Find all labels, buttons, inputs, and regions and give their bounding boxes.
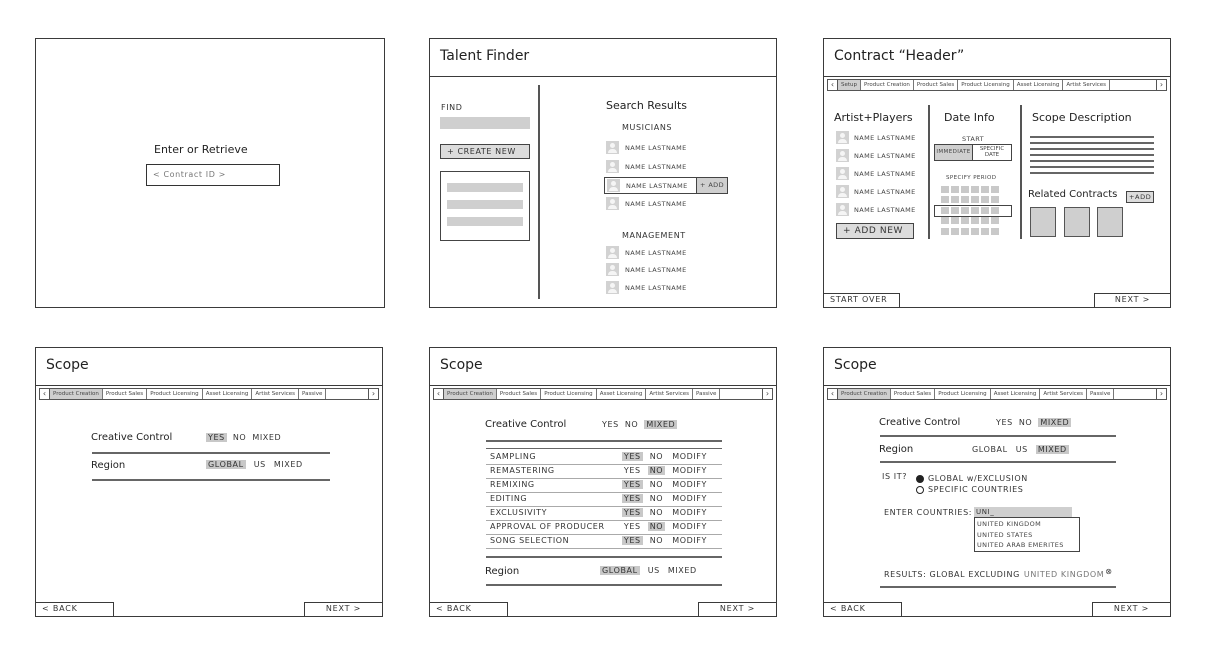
row-divider bbox=[486, 548, 722, 549]
panel-talent-finder bbox=[429, 38, 777, 308]
tab-passive[interactable]: Passive bbox=[693, 389, 720, 399]
option-yes[interactable]: YES bbox=[602, 420, 619, 429]
row-label: EDITING bbox=[490, 494, 528, 503]
musicians-label: MUSICIANS bbox=[622, 123, 673, 132]
management-label: MANAGEMENT bbox=[622, 231, 686, 240]
text-line bbox=[1030, 142, 1154, 144]
divider bbox=[880, 586, 1116, 588]
panel-scope-simple bbox=[35, 347, 383, 617]
chevron-right-icon[interactable]: › bbox=[368, 389, 378, 399]
country-suggestions bbox=[974, 517, 1080, 552]
option-yes[interactable]: YES bbox=[623, 522, 641, 531]
tab-artist-services[interactable]: Artist Services bbox=[252, 389, 299, 399]
page-title: Scope bbox=[824, 348, 1170, 386]
tab-product-licensing[interactable]: Product Licensing bbox=[147, 389, 203, 399]
option-mixed[interactable]: MIXED bbox=[1037, 445, 1067, 454]
chevron-left-icon[interactable]: ‹ bbox=[40, 389, 50, 399]
region-options bbox=[206, 460, 303, 469]
suggestion-item[interactable]: UNITED ARAB EMERITES bbox=[977, 541, 1064, 549]
tab-passive[interactable]: Passive bbox=[299, 389, 326, 399]
row-label: REMIXING bbox=[490, 480, 535, 489]
option-mixed[interactable]: MIXED bbox=[1040, 418, 1070, 427]
avatar bbox=[836, 131, 849, 144]
tab-bar bbox=[827, 79, 1167, 91]
tab-product-licensing[interactable]: Product Licensing bbox=[935, 389, 991, 399]
dropdown-item[interactable] bbox=[447, 183, 523, 192]
divider bbox=[92, 452, 330, 454]
divider bbox=[538, 85, 540, 299]
radio-checked-icon bbox=[916, 475, 924, 483]
option-no[interactable]: NO bbox=[649, 494, 664, 503]
next-button[interactable]: NEXT > bbox=[1092, 602, 1170, 616]
divider bbox=[880, 435, 1116, 437]
row-divider bbox=[486, 520, 722, 521]
create-new-dropdown bbox=[440, 171, 530, 241]
create-new-button[interactable]: + CREATE NEW bbox=[440, 144, 530, 159]
related-add-button[interactable]: +ADD bbox=[1126, 191, 1154, 203]
contract-id-input[interactable]: < Contract ID > bbox=[146, 164, 280, 186]
row-divider bbox=[486, 478, 722, 479]
text-line bbox=[1030, 136, 1154, 138]
find-label: FIND bbox=[441, 103, 463, 112]
avatar bbox=[607, 179, 620, 192]
row-label: SAMPLING bbox=[490, 452, 537, 461]
region-options bbox=[600, 566, 697, 575]
related-contracts-title: Related Contracts bbox=[1028, 189, 1118, 200]
option-no[interactable]: NO bbox=[649, 452, 664, 461]
avatar bbox=[836, 167, 849, 180]
related-contract-thumb[interactable] bbox=[1064, 207, 1090, 237]
divider bbox=[92, 479, 330, 481]
search-results-title: Search Results bbox=[606, 99, 688, 112]
tab-product-sales[interactable]: Product Sales bbox=[103, 389, 147, 399]
tab-bar bbox=[827, 388, 1167, 400]
row-divider bbox=[486, 464, 722, 465]
next-button[interactable]: NEXT > bbox=[1094, 293, 1170, 307]
avatar bbox=[606, 246, 619, 259]
radio-unchecked-icon bbox=[916, 486, 924, 494]
avatar bbox=[606, 197, 619, 210]
row-label: APPROVAL OF PRODUCER bbox=[490, 522, 605, 531]
option-yes[interactable]: YES bbox=[623, 466, 641, 475]
avatar bbox=[606, 281, 619, 294]
option-no[interactable]: NO bbox=[624, 420, 639, 429]
next-button[interactable]: NEXT > bbox=[304, 602, 382, 616]
option-no[interactable]: NO bbox=[1018, 418, 1033, 427]
text-line bbox=[1030, 160, 1154, 162]
related-contract-thumb[interactable] bbox=[1097, 207, 1123, 237]
row-divider bbox=[486, 534, 722, 535]
option-modify[interactable]: MODIFY bbox=[672, 494, 707, 503]
table-row bbox=[490, 480, 714, 489]
row-divider bbox=[486, 492, 722, 493]
chevron-left-icon[interactable]: ‹ bbox=[828, 80, 838, 90]
option-mixed[interactable]: MIXED bbox=[273, 460, 303, 469]
remove-icon[interactable]: ⊗ bbox=[1105, 567, 1113, 576]
panel-scope-mixed bbox=[429, 347, 777, 617]
tab-asset-licensing[interactable]: Asset Licensing bbox=[1014, 80, 1064, 90]
text-line bbox=[1030, 148, 1154, 150]
panel-enter-retrieve bbox=[35, 38, 385, 308]
add-button[interactable]: + ADD bbox=[696, 178, 727, 193]
option-global[interactable]: GLOBAL bbox=[602, 566, 638, 575]
list-item-hover[interactable]: NAME LASTNAME + ADD bbox=[604, 177, 728, 194]
dropdown-item[interactable] bbox=[447, 217, 523, 226]
add-new-button[interactable]: + ADD NEW bbox=[836, 223, 914, 239]
divider bbox=[486, 448, 722, 449]
page-title: Scope bbox=[430, 348, 776, 386]
region-label: Region bbox=[879, 444, 914, 455]
row-label: EXCLUSIVITY bbox=[490, 508, 548, 517]
results-summary: RESULTS: GLOBAL EXCLUDING UNITED KINGDOM ⊗ bbox=[884, 567, 1113, 579]
tab-product-licensing[interactable]: Product Licensing bbox=[958, 80, 1014, 90]
artists-title: Artist+Players bbox=[834, 111, 913, 124]
option-mixed[interactable]: MIXED bbox=[252, 433, 282, 442]
creative-control-label: Creative Control bbox=[879, 417, 961, 428]
divider bbox=[486, 440, 722, 442]
region-options bbox=[972, 445, 1069, 454]
option-yes[interactable]: YES bbox=[208, 433, 225, 442]
option-us[interactable]: US bbox=[253, 460, 266, 469]
tab-product-sales[interactable]: Product Sales bbox=[914, 80, 958, 90]
list-item[interactable]: NAME LASTNAME bbox=[836, 185, 916, 198]
enter-countries-label: ENTER COUNTRIES: bbox=[884, 508, 973, 517]
table-row bbox=[490, 508, 714, 517]
table-row bbox=[490, 536, 714, 545]
page-title: Contract “Header” bbox=[824, 39, 1170, 77]
option-no[interactable]: NO bbox=[649, 522, 664, 531]
tab-artist-services[interactable]: Artist Services bbox=[1040, 389, 1087, 399]
page-title: Talent Finder bbox=[430, 39, 776, 77]
list-item[interactable]: NAME LASTNAME bbox=[606, 246, 687, 259]
tab-bar bbox=[433, 388, 773, 400]
back-button[interactable]: < BACK bbox=[36, 602, 114, 616]
tab-passive[interactable]: Passive bbox=[1087, 389, 1114, 399]
divider bbox=[1020, 105, 1022, 239]
list-item[interactable]: NAME LASTNAME bbox=[836, 167, 916, 180]
list-item[interactable]: NAME LASTNAME bbox=[606, 281, 687, 294]
creative-control-label: Creative Control bbox=[91, 432, 173, 443]
back-button[interactable]: < BACK bbox=[430, 602, 508, 616]
option-us[interactable]: US bbox=[647, 566, 660, 575]
tab-product-licensing[interactable]: Product Licensing bbox=[541, 389, 597, 399]
tab-asset-licensing[interactable]: Asset Licensing bbox=[597, 389, 647, 399]
row-divider bbox=[486, 506, 722, 507]
specific-date-option[interactable]: SPECIFIC DATE bbox=[979, 146, 1005, 158]
text-line bbox=[1030, 172, 1154, 174]
option-modify[interactable]: MODIFY bbox=[672, 522, 707, 531]
suggestion-item[interactable]: UNITED STATES bbox=[977, 530, 1033, 539]
option-us[interactable]: US bbox=[1015, 445, 1028, 454]
tab-asset-licensing[interactable]: Asset Licensing bbox=[991, 389, 1041, 399]
table-row bbox=[490, 452, 714, 461]
divider bbox=[880, 461, 1116, 463]
find-input[interactable] bbox=[440, 117, 530, 129]
avatar bbox=[606, 141, 619, 154]
option-no[interactable]: NO bbox=[649, 508, 664, 517]
next-button[interactable]: NEXT > bbox=[698, 602, 776, 616]
chevron-left-icon[interactable]: ‹ bbox=[828, 389, 838, 399]
start-toggle bbox=[934, 144, 1012, 161]
tab-product-sales[interactable]: Product Sales bbox=[891, 389, 935, 399]
option-no[interactable]: NO bbox=[649, 480, 664, 489]
divider bbox=[486, 584, 722, 586]
enter-retrieve-heading: Enter or Retrieve bbox=[154, 143, 248, 156]
avatar bbox=[836, 185, 849, 198]
option-yes[interactable]: YES bbox=[623, 480, 641, 489]
start-over-button[interactable]: START OVER bbox=[824, 293, 900, 307]
tab-product-creation[interactable]: Product Creation bbox=[838, 389, 891, 399]
list-item[interactable]: NAME LASTNAME bbox=[836, 149, 916, 162]
list-item[interactable]: NAME LASTNAME bbox=[606, 141, 687, 154]
option-no[interactable]: NO bbox=[649, 536, 664, 545]
tab-product-creation[interactable]: Product Creation bbox=[50, 389, 103, 399]
scope-description-title: Scope Description bbox=[1032, 111, 1132, 124]
chevron-right-icon[interactable]: › bbox=[762, 389, 772, 399]
back-button[interactable]: < BACK bbox=[824, 602, 902, 616]
creative-control-options bbox=[206, 433, 281, 442]
option-yes[interactable]: YES bbox=[623, 494, 641, 503]
tab-bar bbox=[39, 388, 379, 400]
option-no[interactable]: NO bbox=[649, 466, 664, 475]
avatar bbox=[606, 160, 619, 173]
radio-global-exclusion[interactable]: GLOBAL w/EXCLUSION bbox=[916, 474, 1028, 483]
panel-contract-header bbox=[823, 38, 1171, 308]
chevron-left-icon[interactable]: ‹ bbox=[434, 389, 444, 399]
list-item[interactable]: NAME LASTNAME bbox=[836, 131, 916, 144]
creative-control-options bbox=[602, 420, 677, 429]
option-mixed[interactable]: MIXED bbox=[646, 420, 676, 429]
date-info-title: Date Info bbox=[944, 111, 995, 124]
immediate-option[interactable]: IMMEDIATE bbox=[935, 145, 973, 160]
specify-period-label: SPECIFY PERIOD bbox=[946, 175, 997, 181]
table-row bbox=[490, 494, 714, 503]
list-item[interactable]: NAME LASTNAME bbox=[836, 203, 916, 216]
text-line bbox=[1030, 154, 1154, 156]
option-yes[interactable]: YES bbox=[996, 418, 1013, 427]
creative-control-options bbox=[996, 418, 1071, 427]
option-mixed[interactable]: MIXED bbox=[667, 566, 697, 575]
suggestion-item[interactable]: UNITED KINGDOM bbox=[977, 520, 1042, 528]
region-label: Region bbox=[91, 460, 126, 471]
option-yes[interactable]: YES bbox=[623, 452, 641, 461]
radio-specific-countries[interactable]: SPECIFIC COUNTRIES bbox=[916, 485, 1023, 494]
avatar bbox=[606, 263, 619, 276]
list-item[interactable]: NAME LASTNAME bbox=[606, 160, 687, 173]
list-item[interactable]: NAME LASTNAME bbox=[606, 263, 687, 276]
tab-product-sales[interactable]: Product Sales bbox=[497, 389, 541, 399]
avatar bbox=[836, 203, 849, 216]
option-yes[interactable]: YES bbox=[623, 536, 641, 545]
table-row bbox=[490, 466, 714, 475]
divider bbox=[928, 105, 930, 239]
is-it-label: IS IT? bbox=[882, 472, 908, 481]
table-row bbox=[490, 522, 714, 531]
panel-scope-region bbox=[823, 347, 1171, 617]
option-no[interactable]: NO bbox=[232, 433, 247, 442]
text-line bbox=[1030, 166, 1154, 168]
creative-control-label: Creative Control bbox=[485, 419, 567, 430]
option-modify[interactable]: MODIFY bbox=[672, 452, 707, 461]
divider bbox=[486, 556, 722, 558]
calendar-range-box bbox=[934, 205, 1012, 217]
row-label: SONG SELECTION bbox=[490, 536, 570, 545]
country-input[interactable]: UNI_ bbox=[974, 507, 1072, 517]
tab-artist-services[interactable]: Artist Services bbox=[1063, 80, 1110, 90]
option-yes[interactable]: YES bbox=[623, 508, 641, 517]
tab-asset-licensing[interactable]: Asset Licensing bbox=[203, 389, 253, 399]
tab-product-creation[interactable]: Product Creation bbox=[861, 80, 914, 90]
tab-artist-services[interactable]: Artist Services bbox=[646, 389, 693, 399]
related-contract-thumb[interactable] bbox=[1030, 207, 1056, 237]
option-modify[interactable]: MODIFY bbox=[672, 480, 707, 489]
dropdown-item[interactable] bbox=[447, 200, 523, 209]
tab-setup[interactable]: Setup bbox=[838, 80, 861, 90]
start-label: START bbox=[962, 135, 985, 143]
page-title: Scope bbox=[36, 348, 382, 386]
option-modify[interactable]: MODIFY bbox=[672, 536, 707, 545]
chevron-right-icon[interactable]: › bbox=[1156, 389, 1166, 399]
avatar bbox=[836, 149, 849, 162]
option-modify[interactable]: MODIFY bbox=[672, 466, 707, 475]
list-item[interactable]: NAME LASTNAME bbox=[606, 197, 687, 210]
row-label: REMASTERING bbox=[490, 466, 555, 475]
chevron-right-icon[interactable]: › bbox=[1156, 80, 1166, 90]
region-label: Region bbox=[485, 566, 520, 577]
option-modify[interactable]: MODIFY bbox=[672, 508, 707, 517]
tab-product-creation[interactable]: Product Creation bbox=[444, 389, 497, 399]
results-country: UNITED KINGDOM bbox=[1023, 570, 1105, 579]
option-global[interactable]: GLOBAL bbox=[208, 460, 244, 469]
option-global[interactable]: GLOBAL bbox=[972, 445, 1008, 454]
